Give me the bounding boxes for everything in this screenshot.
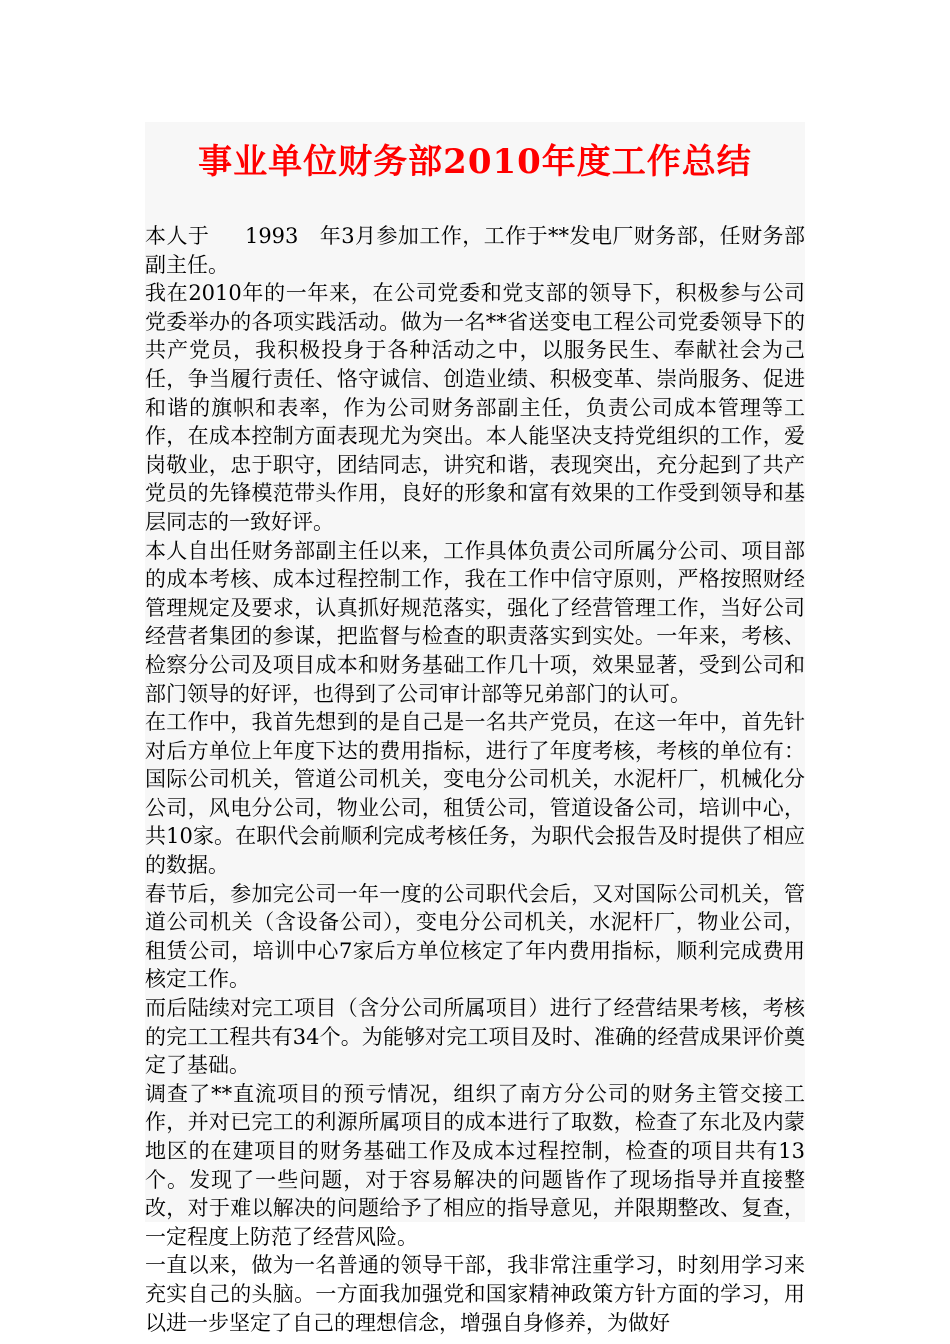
- paragraph-5: 春节后，参加完公司一年一度的公司职代会后，又对国际公司机关，管道公司机关（含设备公司），变电分公司机关，水泥杆厂，物业公司，租赁公司，培训中心7家后方单位核定了年内费用指标，顺利完成费用核定工作。: [145, 881, 805, 992]
- paragraph-2: 我在2010年的一年来，在公司党委和党支部的领导下，积极参与公司党委举办的各项实践活动。做为一名**省送变电工程公司党委领导下的共产党员，我积极投身于各种活动之中，以服务民生、奉献社会为己任，争当履行责任、恪守诚信、创造业绩、积极变革、崇尚服务、促进和谐的旗帜和表率，作为公司财务部副主任，负责公司成本管理等工作，在成本控制方面表现尤为突出。本人能坚决支持党组织的工作，爱岗敬业，忠于职守，团结同志，讲究和谐，表现突出，充分起到了共产党员的先锋模范带头作用，良好的形象和富有效果的工作受到领导和基层同志的一致好评。: [145, 281, 805, 534]
- document-body: [145, 222, 805, 1337]
- document-title: 事业单位财务部2010年度工作总结: [198, 142, 752, 182]
- paragraph-8: 一直以来，做为一名普通的领导干部，我非常注重学习，时刻用学习来充实自己的头脑。一方面我加强党和国家精神政策方针方面的学习，用以进一步坚定了自己的理想信念，增强自身修养，为做好: [145, 1253, 805, 1335]
- paragraph-4: 在工作中，我首先想到的是自己是一名共产党员，在这一年中，首先针对后方单位上年度下达的费用指标，进行了年度考核，考核的单位有：国际公司机关，管道公司机关，变电分公司机关，水泥杆厂，机械化分公司，风电分公司，物业公司，租赁公司，管道设备公司，培训中心，共10家。在职代会前顺利完成考核任务，为职代会报告及时提供了相应的数据。: [145, 710, 805, 878]
- document-page: [145, 122, 805, 1335]
- paragraph-7: 调查了**直流项目的预亏情况，组织了南方分公司的财务主管交接工作，并对已完工的利源所属项目的成本进行了取数，检查了东北及内蒙地区的在建项目的财务基础工作及成本过程控制，检查的项目共有13个。发现了一些问题，对于容易解决的问题皆作了现场指导并直接整改，对于难以解决的问题给予了相应的指导意见，并限期整改、复查，一定程度上防范了经营风险。: [145, 1081, 805, 1249]
- paragraph-3: 本人自出任财务部副主任以来，工作具体负责公司所属分公司、项目部的成本考核、成本过程控制工作，我在工作中信守原则，严格按照财经管理规定及要求，认真抓好规范落实，强化了经营管理工作，当好公司经营者集团的参谋，把监督与检查的职责落实到实处。一年来，考核、检察分公司及项目成本和财务基础工作几十项，效果显著，受到公司和部门领导的好评，也得到了公司审计部等兄弟部门的认可。: [145, 538, 805, 706]
- paragraph-1: 本人于 1993 年3月参加工作，工作于**发电厂财务部，任财务部副主任。: [145, 224, 805, 277]
- paragraph-6: 而后陆续对完工项目（含分公司所属项目）进行了经营结果考核，考核的完工工程共有34个。为能够对完工项目及时、准确的经营成果评价奠定了基础。: [145, 996, 805, 1078]
